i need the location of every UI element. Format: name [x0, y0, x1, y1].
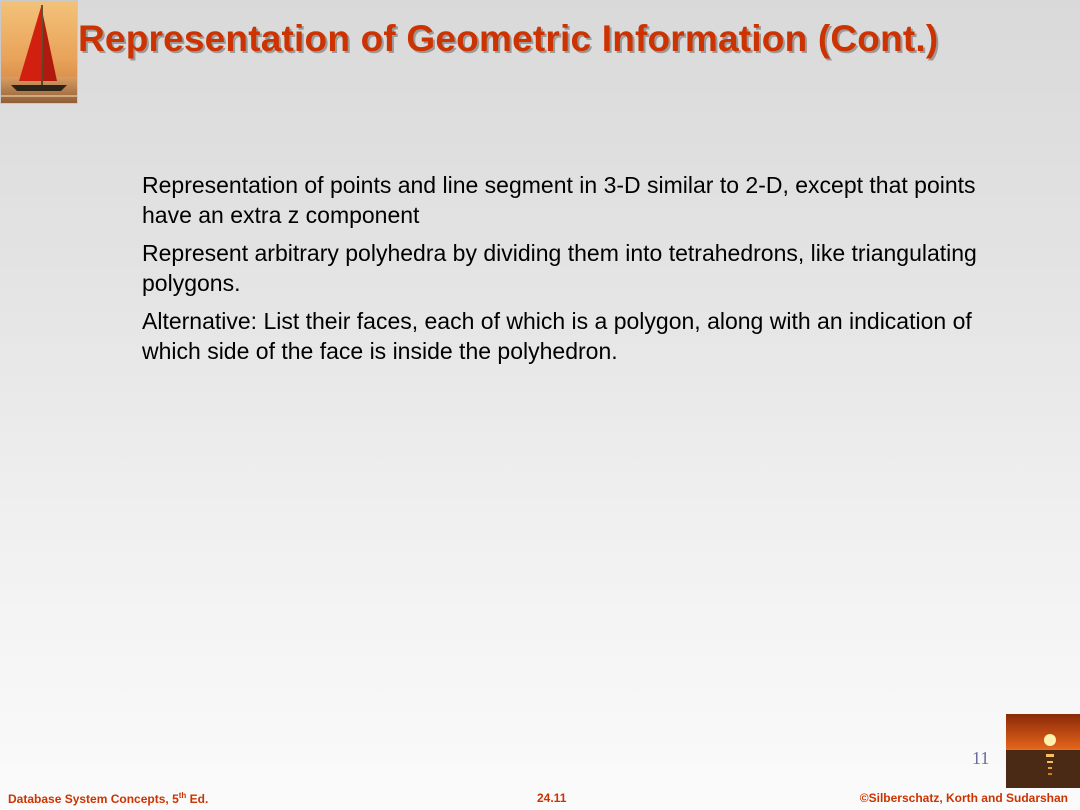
sunset-icon: [1006, 714, 1080, 788]
footer-book-title: Database System Concepts, 5th Ed.: [8, 791, 209, 806]
bullet-paragraph-1: Representation of points and line segment in 3-D similar to 2-D, except that points have an extra z component: [142, 172, 976, 228]
page-number: 11: [972, 748, 990, 768]
sailboat-logo-icon: [0, 0, 78, 104]
bullet-paragraph-3: Alternative: List their faces, each of which is a polygon, along with an indication of which side of the face is inside the polyhedron.: [142, 308, 972, 364]
bullet-paragraph-2: Represent arbitrary polyhedra by dividing them into tetrahedrons, like triangulating polygons.: [142, 240, 977, 296]
footer: [0, 788, 1080, 810]
footer-copyright: ©Silberschatz, Korth and Sudarshan: [859, 791, 1068, 805]
footer-slide-id: 24.11: [537, 791, 567, 805]
slide-title: Representation of Geometric Information (Cont.): [78, 18, 939, 59]
slide-body: [142, 170, 1002, 374]
